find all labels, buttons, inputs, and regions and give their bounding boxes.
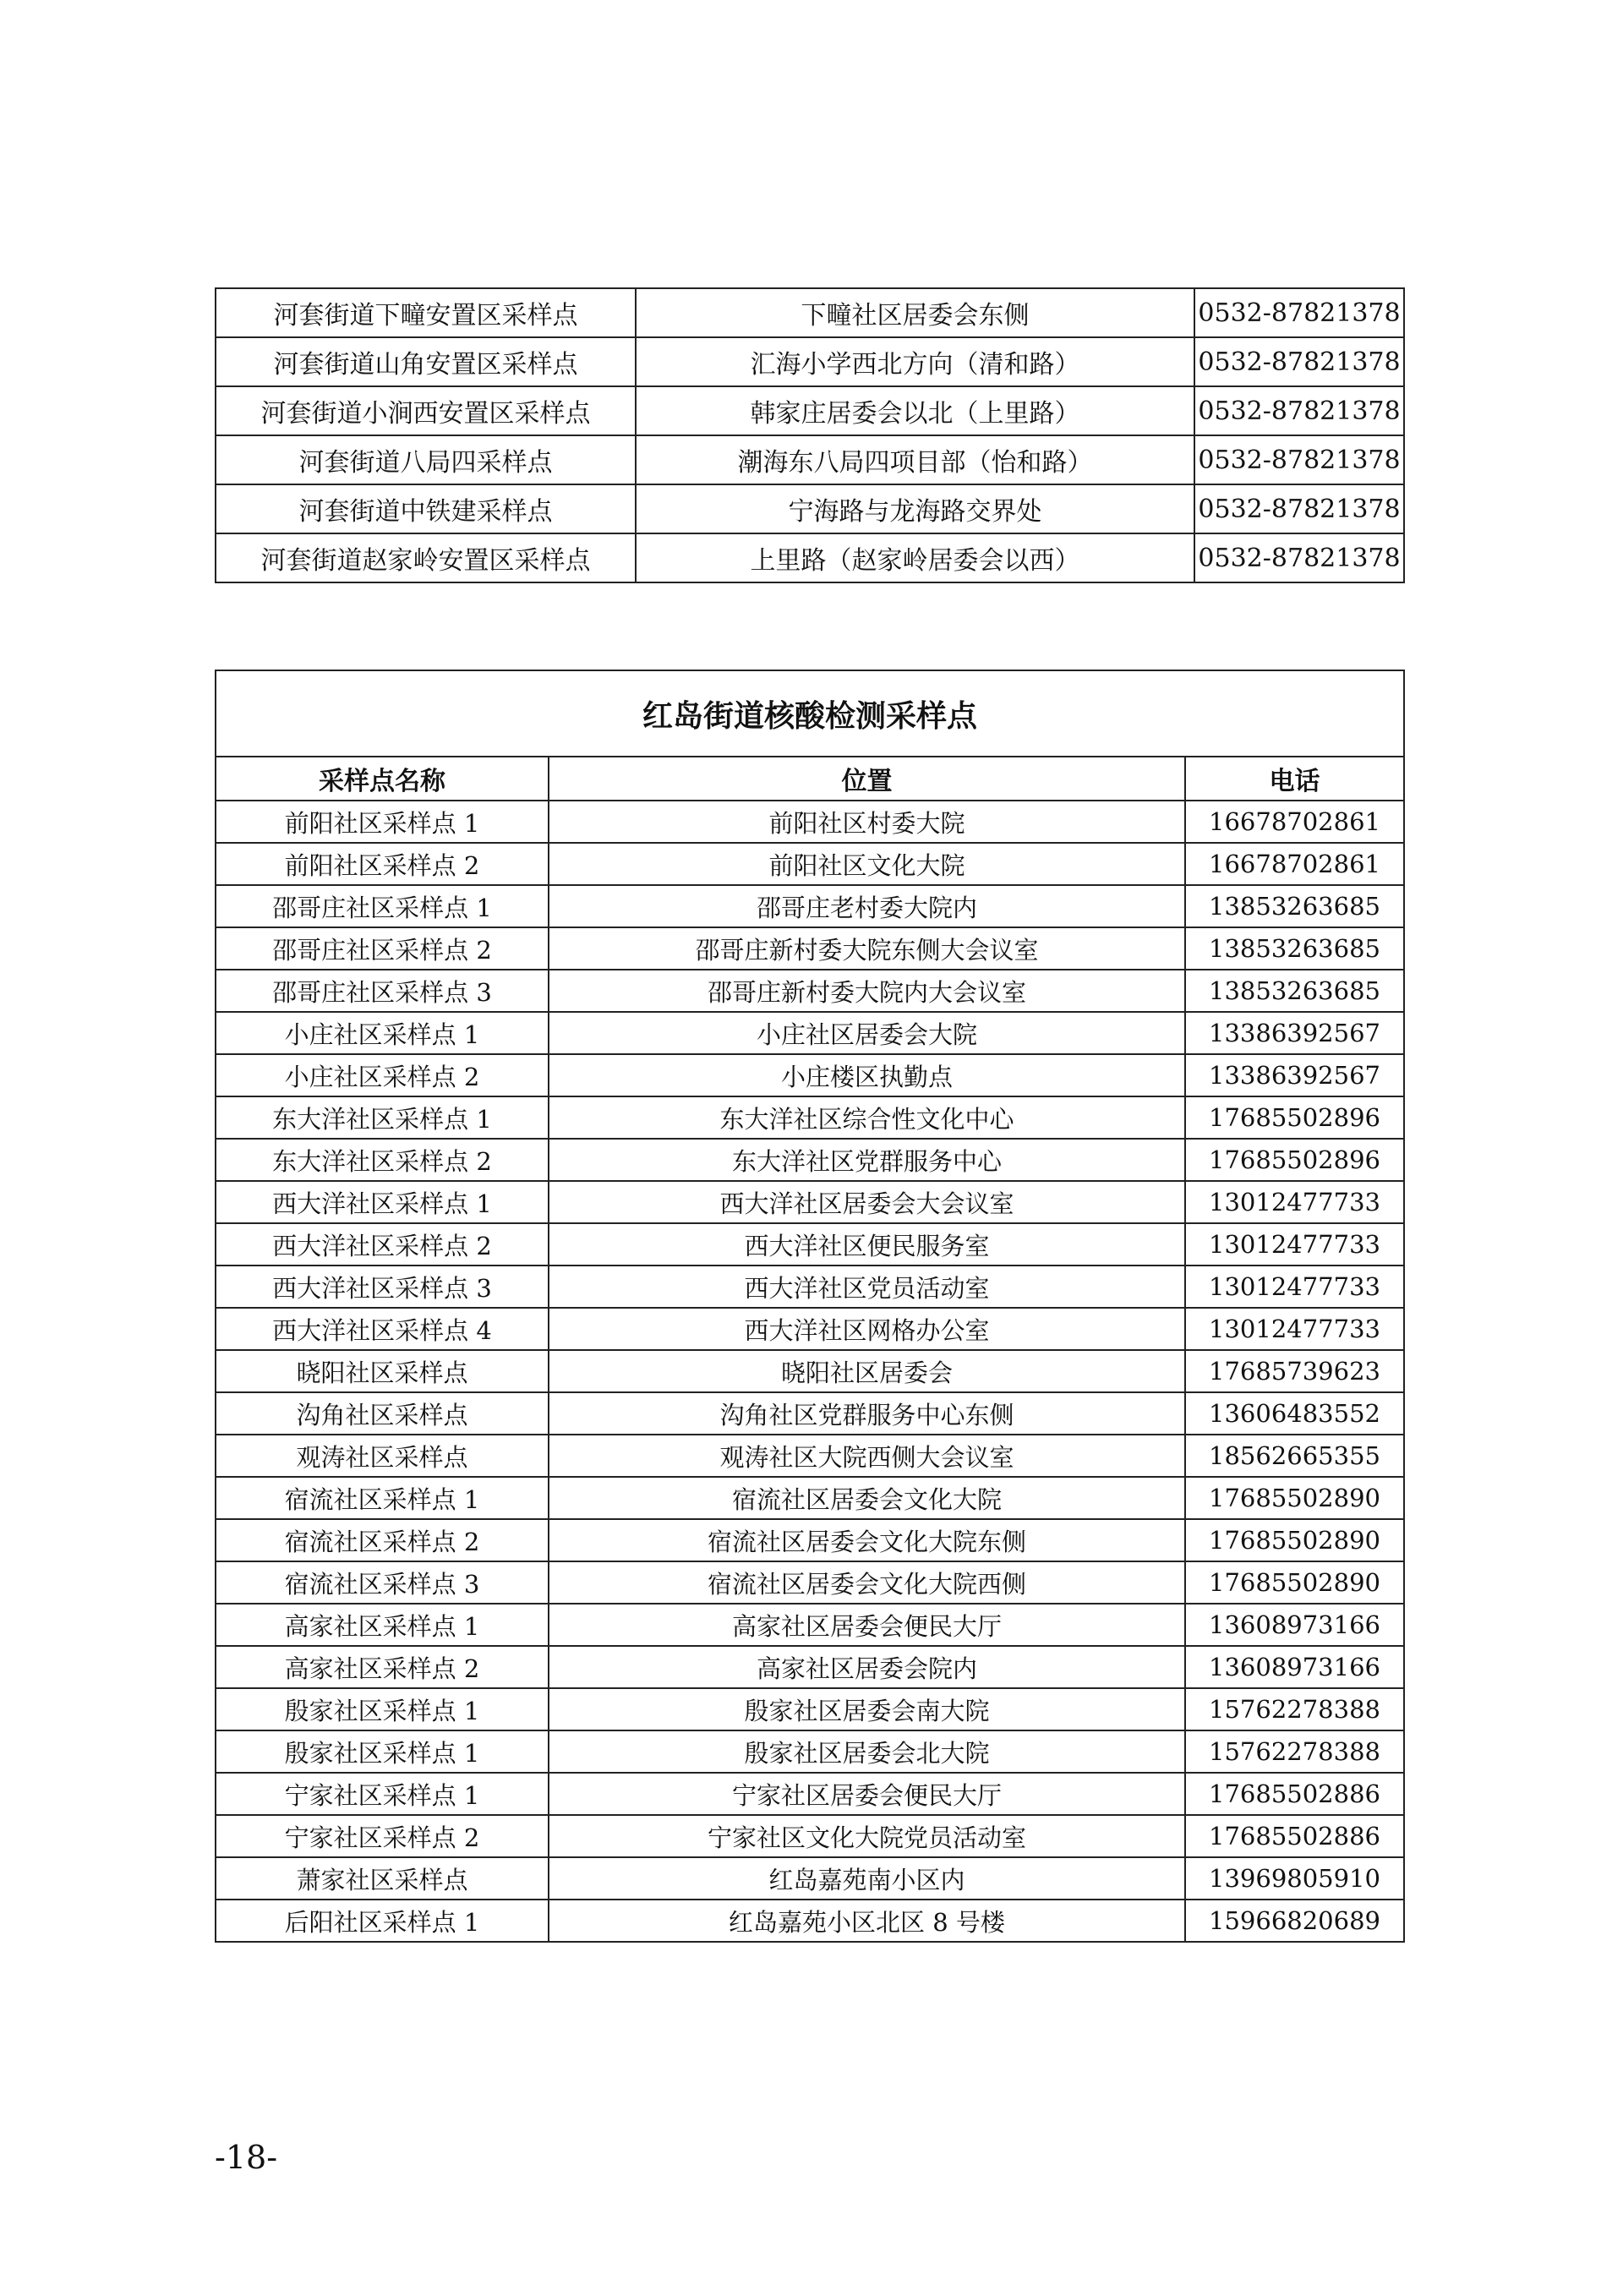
cell-name: 河套街道下疃安置区采样点 <box>216 288 636 337</box>
cell-phone: 15762278388 <box>1185 1730 1404 1773</box>
cell-location: 东大洋社区综合性文化中心 <box>549 1096 1185 1139</box>
table-row <box>216 1773 1404 1815</box>
cell-name: 小庄社区采样点 1 <box>216 1012 549 1054</box>
cell-location: 西大洋社区党员活动室 <box>549 1266 1185 1308</box>
cell-location: 红岛嘉苑小区北区 8 号楼 <box>549 1900 1185 1942</box>
cell-phone: 17685502896 <box>1185 1139 1404 1181</box>
cell-location: 高家社区居委会便民大厅 <box>549 1604 1185 1646</box>
cell-name: 沟角社区采样点 <box>216 1392 549 1435</box>
cell-name: 高家社区采样点 2 <box>216 1646 549 1688</box>
cell-phone: 13969805910 <box>1185 1857 1404 1900</box>
cell-location: 观涛社区大院西侧大会议室 <box>549 1435 1185 1477</box>
cell-phone: 0532-87821378 <box>1194 484 1404 533</box>
hetao-table-body <box>216 288 1404 582</box>
cell-location: 上里路（赵家岭居委会以西） <box>636 533 1194 582</box>
cell-phone: 13386392567 <box>1185 1054 1404 1096</box>
table-row <box>216 1646 1404 1688</box>
cell-phone: 13606483552 <box>1185 1392 1404 1435</box>
cell-location: 殷家社区居委会南大院 <box>549 1688 1185 1730</box>
cell-name: 晓阳社区采样点 <box>216 1350 549 1392</box>
hongdao-sampling-table <box>215 670 1405 1943</box>
cell-location: 宿流社区居委会文化大院西侧 <box>549 1561 1185 1604</box>
cell-phone: 0532-87821378 <box>1194 288 1404 337</box>
cell-name: 邵哥庄社区采样点 1 <box>216 885 549 927</box>
cell-location: 前阳社区村委大院 <box>549 801 1185 843</box>
hetao-sampling-table <box>215 287 1405 583</box>
cell-name: 河套街道山角安置区采样点 <box>216 337 636 386</box>
cell-location: 小庄楼区执勤点 <box>549 1054 1185 1096</box>
cell-location: 殷家社区居委会北大院 <box>549 1730 1185 1773</box>
cell-location: 前阳社区文化大院 <box>549 843 1185 885</box>
table-row <box>216 1477 1404 1519</box>
cell-location: 下疃社区居委会东侧 <box>636 288 1194 337</box>
cell-location: 西大洋社区便民服务室 <box>549 1223 1185 1266</box>
cell-phone: 13608973166 <box>1185 1646 1404 1688</box>
table-row <box>216 1181 1404 1223</box>
cell-phone: 13853263685 <box>1185 927 1404 970</box>
cell-name: 东大洋社区采样点 2 <box>216 1139 549 1181</box>
table-row <box>216 386 1404 435</box>
cell-name: 萧家社区采样点 <box>216 1857 549 1900</box>
cell-phone: 0532-87821378 <box>1194 337 1404 386</box>
table-title: 红岛街道核酸检测采样点 <box>216 670 1404 757</box>
table-row <box>216 885 1404 927</box>
cell-phone: 13012477733 <box>1185 1223 1404 1266</box>
table-row <box>216 288 1404 337</box>
cell-name: 河套街道小涧西安置区采样点 <box>216 386 636 435</box>
table-row <box>216 435 1404 484</box>
table-row <box>216 484 1404 533</box>
table-row <box>216 1054 1404 1096</box>
cell-name: 小庄社区采样点 2 <box>216 1054 549 1096</box>
cell-location: 西大洋社区居委会大会议室 <box>549 1181 1185 1223</box>
cell-phone: 0532-87821378 <box>1194 435 1404 484</box>
cell-location: 东大洋社区党群服务中心 <box>549 1139 1185 1181</box>
cell-phone: 13853263685 <box>1185 885 1404 927</box>
cell-phone: 16678702861 <box>1185 801 1404 843</box>
table-row <box>216 927 1404 970</box>
cell-location: 宿流社区居委会文化大院东侧 <box>549 1519 1185 1561</box>
cell-phone: 13012477733 <box>1185 1266 1404 1308</box>
cell-name: 殷家社区采样点 1 <box>216 1730 549 1773</box>
cell-name: 河套街道中铁建采样点 <box>216 484 636 533</box>
cell-phone: 17685502886 <box>1185 1815 1404 1857</box>
cell-phone: 15762278388 <box>1185 1688 1404 1730</box>
table-row <box>216 1266 1404 1308</box>
cell-location: 汇海小学西北方向（清和路） <box>636 337 1194 386</box>
cell-name: 高家社区采样点 1 <box>216 1604 549 1646</box>
cell-name: 河套街道赵家岭安置区采样点 <box>216 533 636 582</box>
cell-name: 宁家社区采样点 2 <box>216 1815 549 1857</box>
cell-name: 前阳社区采样点 1 <box>216 801 549 843</box>
table-row <box>216 1815 1404 1857</box>
cell-location: 韩家庄居委会以北（上里路） <box>636 386 1194 435</box>
cell-location: 晓阳社区居委会 <box>549 1350 1185 1392</box>
cell-name: 宿流社区采样点 2 <box>216 1519 549 1561</box>
cell-name: 宿流社区采样点 1 <box>216 1477 549 1519</box>
cell-name: 河套街道八局四采样点 <box>216 435 636 484</box>
column-header-location: 位置 <box>549 757 1185 801</box>
table-row <box>216 843 1404 885</box>
cell-phone: 0532-87821378 <box>1194 533 1404 582</box>
cell-phone: 13012477733 <box>1185 1308 1404 1350</box>
table-row <box>216 1223 1404 1266</box>
cell-phone: 18562665355 <box>1185 1435 1404 1477</box>
cell-name: 西大洋社区采样点 2 <box>216 1223 549 1266</box>
cell-phone: 13386392567 <box>1185 1012 1404 1054</box>
table-row <box>216 1519 1404 1561</box>
cell-name: 西大洋社区采样点 1 <box>216 1181 549 1223</box>
hongdao-table-body <box>216 670 1404 1942</box>
cell-location: 宁海路与龙海路交界处 <box>636 484 1194 533</box>
cell-phone: 17685502886 <box>1185 1773 1404 1815</box>
cell-name: 宿流社区采样点 3 <box>216 1561 549 1604</box>
table-row <box>216 1604 1404 1646</box>
cell-location: 红岛嘉苑南小区内 <box>549 1857 1185 1900</box>
cell-phone: 17685502890 <box>1185 1477 1404 1519</box>
column-header-phone: 电话 <box>1185 757 1404 801</box>
table-row <box>216 1730 1404 1773</box>
page-number: -18- <box>215 2139 278 2176</box>
cell-location: 小庄社区居委会大院 <box>549 1012 1185 1054</box>
cell-phone: 17685502890 <box>1185 1519 1404 1561</box>
table-row <box>216 1900 1404 1942</box>
table-row <box>216 1096 1404 1139</box>
cell-phone: 15966820689 <box>1185 1900 1404 1942</box>
cell-name: 后阳社区采样点 1 <box>216 1900 549 1942</box>
table-row <box>216 337 1404 386</box>
cell-name: 观涛社区采样点 <box>216 1435 549 1477</box>
cell-location: 邵哥庄新村委大院东侧大会议室 <box>549 927 1185 970</box>
cell-phone: 17685739623 <box>1185 1350 1404 1392</box>
cell-phone: 16678702861 <box>1185 843 1404 885</box>
cell-name: 宁家社区采样点 1 <box>216 1773 549 1815</box>
table-row <box>216 1308 1404 1350</box>
cell-phone: 0532-87821378 <box>1194 386 1404 435</box>
cell-name: 东大洋社区采样点 1 <box>216 1096 549 1139</box>
table-row <box>216 1139 1404 1181</box>
table-row <box>216 970 1404 1012</box>
cell-location: 沟角社区党群服务中心东侧 <box>549 1392 1185 1435</box>
cell-location: 西大洋社区网格办公室 <box>549 1308 1185 1350</box>
cell-name: 西大洋社区采样点 3 <box>216 1266 549 1308</box>
cell-phone: 13853263685 <box>1185 970 1404 1012</box>
table-row <box>216 1350 1404 1392</box>
cell-location: 邵哥庄新村委大院内大会议室 <box>549 970 1185 1012</box>
cell-location: 宿流社区居委会文化大院 <box>549 1477 1185 1519</box>
column-header-name: 采样点名称 <box>216 757 549 801</box>
cell-phone: 13608973166 <box>1185 1604 1404 1646</box>
table-row <box>216 533 1404 582</box>
table-row <box>216 1561 1404 1604</box>
cell-location: 潮海东八局四项目部（怡和路） <box>636 435 1194 484</box>
table-header-row <box>216 757 1404 801</box>
cell-name: 前阳社区采样点 2 <box>216 843 549 885</box>
cell-location: 宁家社区居委会便民大厅 <box>549 1773 1185 1815</box>
cell-name: 西大洋社区采样点 4 <box>216 1308 549 1350</box>
cell-phone: 17685502896 <box>1185 1096 1404 1139</box>
table-row <box>216 1435 1404 1477</box>
cell-name: 殷家社区采样点 1 <box>216 1688 549 1730</box>
table-row <box>216 1688 1404 1730</box>
cell-phone: 13012477733 <box>1185 1181 1404 1223</box>
table-title-row <box>216 670 1404 757</box>
cell-phone: 17685502890 <box>1185 1561 1404 1604</box>
table-row <box>216 1857 1404 1900</box>
table-row <box>216 801 1404 843</box>
table-row <box>216 1012 1404 1054</box>
cell-location: 高家社区居委会院内 <box>549 1646 1185 1688</box>
table-row <box>216 1392 1404 1435</box>
cell-name: 邵哥庄社区采样点 2 <box>216 927 549 970</box>
cell-location: 宁家社区文化大院党员活动室 <box>549 1815 1185 1857</box>
cell-location: 邵哥庄老村委大院内 <box>549 885 1185 927</box>
cell-name: 邵哥庄社区采样点 3 <box>216 970 549 1012</box>
